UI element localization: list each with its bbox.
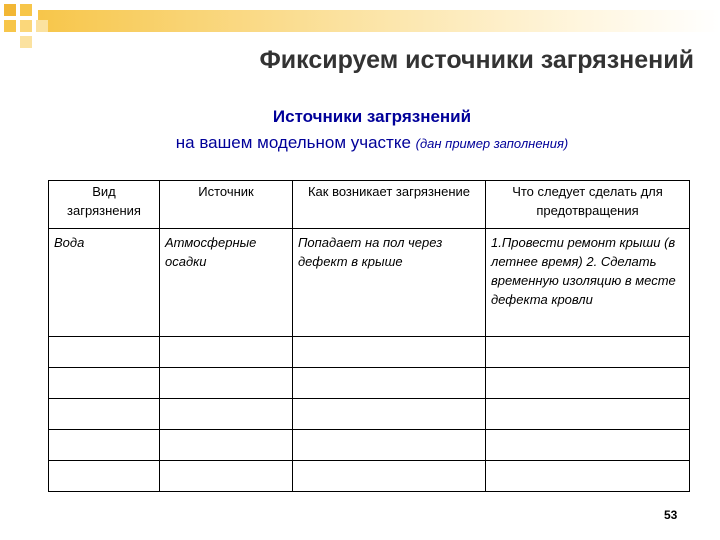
slide-title: Фиксируем источники загрязнений bbox=[259, 46, 694, 74]
cell-source: Атмосферные осадки bbox=[160, 229, 293, 337]
empty-cell bbox=[293, 368, 486, 399]
table-row-empty bbox=[49, 337, 690, 368]
header-prevention: Что следует сделать для предотвращения bbox=[486, 181, 690, 229]
table-subcaption bbox=[0, 133, 720, 153]
header-decoration-band bbox=[38, 10, 720, 32]
empty-cell bbox=[49, 430, 160, 461]
empty-cell bbox=[486, 368, 690, 399]
header-how-occurs: Как возникает загрязнение bbox=[293, 181, 486, 229]
empty-cell bbox=[293, 461, 486, 492]
empty-cell bbox=[49, 368, 160, 399]
table-caption: Источники загрязнений bbox=[272, 107, 472, 126]
header-source: Источник bbox=[160, 181, 293, 229]
pollution-sources-table bbox=[48, 180, 690, 492]
header-pollution-type: Вид загрязнения bbox=[49, 181, 160, 229]
empty-cell bbox=[293, 399, 486, 430]
empty-cell bbox=[486, 399, 690, 430]
empty-cell bbox=[293, 337, 486, 368]
table-header-row bbox=[49, 181, 690, 229]
table-row-empty bbox=[49, 399, 690, 430]
cell-pollution-type: Вода bbox=[49, 229, 160, 337]
empty-cell bbox=[160, 337, 293, 368]
empty-cell bbox=[486, 430, 690, 461]
empty-cell bbox=[293, 430, 486, 461]
cell-how-occurs: Попадает на пол через дефект в крыше bbox=[293, 229, 486, 337]
cell-prevention: 1.Провести ремонт крыши (в летнее время) 2. Сделать временную изоляцию в месте дефекта кровли bbox=[486, 229, 690, 337]
table-row-example bbox=[49, 229, 690, 337]
empty-cell bbox=[486, 461, 690, 492]
table-row-empty bbox=[49, 430, 690, 461]
empty-cell bbox=[160, 368, 293, 399]
table-row-empty bbox=[49, 461, 690, 492]
page-number: 53 bbox=[664, 508, 678, 522]
table-row-empty bbox=[49, 368, 690, 399]
empty-cell bbox=[160, 399, 293, 430]
subcaption-note: (дан пример заполнения) bbox=[415, 136, 569, 151]
empty-cell bbox=[49, 461, 160, 492]
empty-cell bbox=[160, 461, 293, 492]
subcaption-text: на вашем модельном участке bbox=[175, 133, 411, 152]
empty-cell bbox=[49, 337, 160, 368]
empty-cell bbox=[49, 399, 160, 430]
empty-cell bbox=[486, 337, 690, 368]
empty-cell bbox=[160, 430, 293, 461]
